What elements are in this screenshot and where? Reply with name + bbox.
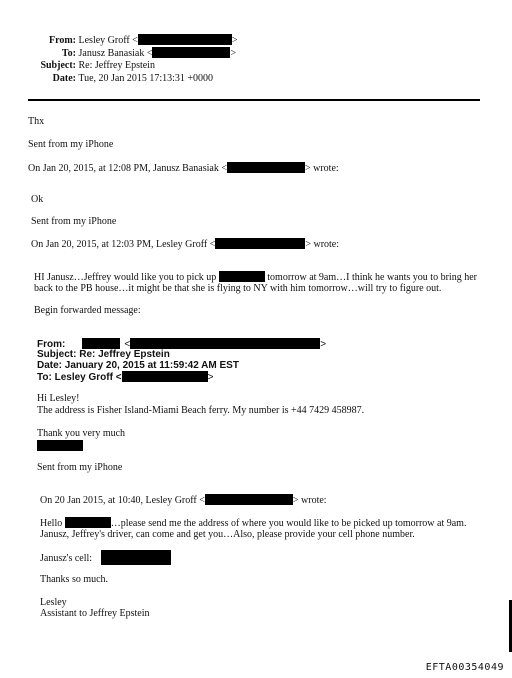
message-line: Hello …please send me the address of where you would like to be picked up tomorrow at 9am.	[40, 518, 467, 529]
fwd-from: From: < >	[37, 339, 327, 350]
fwd-subject: Subject: Re: Jeffrey Epstein	[37, 349, 170, 360]
redaction	[122, 371, 208, 382]
message-line: Thank you very much	[37, 428, 126, 439]
message-line: Janusz's cell:	[40, 550, 171, 565]
redaction	[65, 517, 111, 528]
redaction	[219, 271, 265, 282]
redaction	[130, 338, 320, 349]
signature-name: Lesley	[40, 597, 67, 608]
message-line: HI Janusz…Jeffrey would like you to pick up tomorrow at 9am…I think he wants you to bring her	[34, 272, 477, 283]
redaction	[101, 550, 171, 565]
header-divider	[28, 99, 480, 101]
date-value: Tue, 20 Jan 2015 17:13:31 +0000	[78, 73, 214, 84]
signature-iphone: Sent from my iPhone	[28, 139, 114, 150]
fwd-to: To: Lesley Groff < >	[37, 372, 214, 383]
message-line: Hi Lesley!	[37, 393, 80, 404]
bates-number: EFTA00354049	[425, 662, 504, 673]
redaction	[152, 47, 230, 58]
header-from: From: Lesley Groff < >	[0, 34, 237, 47]
header-subject	[0, 60, 155, 72]
subject-label: Subject:	[40, 60, 76, 71]
quote-header: On Jan 20, 2015, at 12:03 PM, Lesley Groff < > wrote:	[31, 239, 340, 250]
to-label: To:	[61, 48, 76, 59]
header-date	[0, 73, 213, 85]
redaction-block	[37, 440, 83, 453]
signature-iphone: Sent from my iPhone	[31, 216, 117, 227]
redaction	[37, 440, 83, 451]
fwd-date: Date: January 20, 2015 at 11:59:42 AM EST	[37, 360, 239, 371]
redaction	[138, 34, 232, 45]
forwarded-intro: Begin forwarded message:	[34, 305, 141, 316]
redaction	[205, 494, 293, 505]
message-line: Janusz, Jeffrey's driver, can come and get you…Also, please provide your cell phone number.	[40, 529, 415, 540]
date-label: Date:	[52, 73, 76, 84]
message-line: The address is Fisher Island-Miami Beach ferry. My number is +44 7429 458987.	[37, 405, 365, 416]
reply-text: Ok	[31, 194, 44, 205]
header-to: To: Janusz Banasiak < >	[0, 47, 236, 60]
message-line: back to the PB house…it might be that she is flying to NY with him tomorrow…will try to figure out.	[34, 283, 442, 294]
from-label: From:	[48, 35, 76, 46]
from-value: Lesley Groff <	[78, 35, 138, 46]
to-value: Janusz Banasiak <	[78, 48, 153, 59]
message-line: Thanks so much.	[40, 574, 109, 585]
quote-header: On Jan 20, 2015, at 12:08 PM, Janusz Banasiak < > wrote:	[28, 163, 339, 174]
signature-title: Assistant to Jeffrey Epstein	[40, 608, 150, 619]
redaction	[215, 238, 305, 249]
reply-text: Thx	[28, 116, 45, 127]
redaction	[82, 338, 120, 349]
signature-iphone: Sent from my iPhone	[37, 462, 123, 473]
subject-value: Re: Jeffrey Epstein	[78, 60, 155, 71]
redaction	[227, 162, 305, 173]
quote-header: On 20 Jan 2015, at 10:40, Lesley Groff < > wrote:	[40, 495, 327, 506]
